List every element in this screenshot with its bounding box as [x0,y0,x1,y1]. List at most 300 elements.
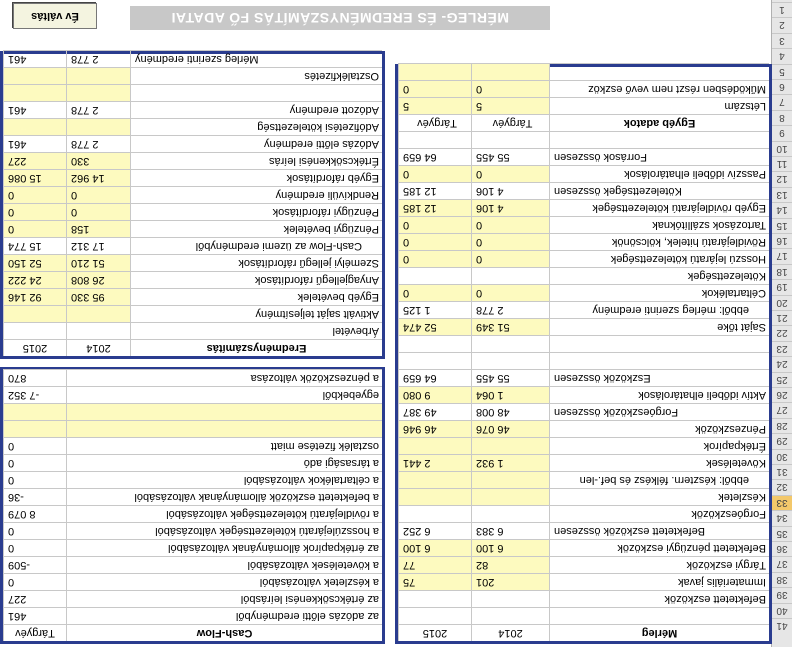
row-label [549,608,769,624]
row-number[interactable]: 28 [772,418,792,433]
value-cell-2015[interactable] [3,119,66,135]
table-row [398,403,769,420]
row-label: a befektetett eszközök állományának változásából [66,489,382,505]
value-cell-2014[interactable] [471,132,549,148]
value-cell-2014[interactable] [66,85,130,101]
table-row [398,607,769,624]
value-cell-2015[interactable] [3,306,66,322]
header-cell: Tárgyév [3,625,66,641]
row-label: a rövidlejáratú kötelezettségek változásából [66,506,382,522]
table-row [3,220,382,237]
value-cell-2014[interactable]: 4 106 [471,183,549,199]
row-number[interactable]: 34 [772,510,792,525]
table-row [398,488,769,505]
row-label: Követelések [549,455,769,471]
row-number[interactable]: 18 [772,264,792,279]
value-cell-2014[interactable]: 0 [471,81,549,97]
value-cell-2014[interactable] [471,353,549,369]
row-label: Adózás előtti eredmény [130,136,382,152]
row-label: Egyéb bevételek [130,289,382,305]
row-label: Befektetett eszközök összesen [549,523,769,539]
row-label: Saját tőke [549,319,769,335]
table-row [398,63,769,80]
table-row [3,135,382,152]
table-row [398,471,769,488]
row-label: a készletek változásából [66,574,382,590]
row-number[interactable]: 35 [772,526,792,541]
row-number[interactable]: 5 [772,64,792,79]
table-row [3,607,382,624]
row-label: a társasági adó [66,455,382,471]
table-row [398,301,769,318]
value-cell-2014[interactable]: 0 [471,251,549,267]
row-number[interactable]: 12 [772,171,792,186]
value-cell-2015[interactable]: 64 659 [398,370,471,386]
value-cell-2014[interactable]: 82 [471,557,549,573]
row-label: Készletek [549,489,769,505]
value-cell-2015[interactable]: 0 [398,81,471,97]
value-cell-2015[interactable]: 15 086 [3,170,66,186]
table-row [398,335,769,352]
value-cell-2014[interactable] [471,472,549,488]
row-label: Passzív időbeli elhatárolások [549,166,769,182]
table-row [398,80,769,97]
value-cell-2015[interactable]: 0 [398,285,471,301]
row-label: a pénzeszközök változása [66,370,382,386]
table-row [398,539,769,556]
value-cell-2014[interactable] [66,323,130,339]
value-cell-2014[interactable]: 2 778 [66,102,130,118]
value-cell-2014[interactable]: 0 [66,187,130,203]
table-row [398,216,769,233]
value-cell-2015[interactable]: 461 [3,51,66,67]
value-cell-2014[interactable]: 48 008 [471,404,549,420]
value-cell-2014[interactable]: 1 932 [471,455,549,471]
value-cell-2015[interactable]: 15 774 [3,238,66,254]
table-row [3,573,382,590]
value-cell[interactable]: 0 [3,438,66,454]
row-label [549,353,769,369]
row-label: Pénzügyi ráfordítások [130,204,382,220]
value-cell-2014[interactable]: 0 [66,204,130,220]
value-cell-2014[interactable]: 158 [66,221,130,237]
table-header-row [3,339,382,356]
value-cell-2015[interactable] [398,64,471,80]
table-row [398,369,769,386]
value-cell-2015[interactable] [398,132,471,148]
value-cell-2014[interactable]: 1 064 [471,387,549,403]
table-row [398,131,769,148]
value-cell-2014[interactable] [471,336,549,352]
table-row [398,590,769,607]
value-cell[interactable]: 870 [3,370,66,386]
row-number[interactable]: 11 [772,156,792,171]
table-row [398,386,769,403]
value-cell-2015[interactable]: 0 [398,234,471,250]
value-cell-2015[interactable]: 12 185 [398,200,471,216]
row-number[interactable]: 15 [772,218,792,233]
value-cell[interactable]: 0 [3,540,66,556]
row-label: Anyagjellegű ráfordítások [130,272,382,288]
row-label [66,421,382,437]
table-row [398,505,769,522]
value-cell[interactable]: 0 [3,455,66,471]
row-label: Adózott eredmény [130,102,382,118]
row-label: osztalék fizetése miatt [66,438,382,454]
value-cell-2014[interactable]: 17 312 [66,238,130,254]
row-label: Tárgyi eszközök [549,557,769,573]
row-label: Hosszú lejáratú kötelezettségek [549,251,769,267]
income-statement-table [0,51,385,359]
value-cell-2015[interactable]: 92 146 [3,289,66,305]
value-cell-2014[interactable]: 2 778 [471,302,549,318]
header-cell: 2014 [471,625,549,641]
row-number[interactable]: 17 [772,248,792,263]
value-cell-2014[interactable]: 5 [471,98,549,114]
header-cell: Eredményszámítás [130,340,382,356]
row-label: Pénzügyi bevételek [130,221,382,237]
row-number[interactable]: 7 [772,94,792,109]
value-cell-2014[interactable]: 14 962 [66,170,130,186]
table-row [3,539,382,556]
value-cell[interactable]: 0 [3,523,66,539]
table-row [398,165,769,182]
value-cell-2015[interactable]: 461 [3,136,66,152]
row-label [549,64,769,80]
value-cell-2014[interactable]: 55 455 [471,149,549,165]
table-row [398,148,769,165]
value-cell-2014[interactable]: 6 383 [471,523,549,539]
table-row [3,101,382,118]
row-number[interactable]: 23 [772,341,792,356]
table-row [3,556,382,573]
header-cell: 2015 [398,625,471,641]
value-cell-2015[interactable]: 2 441 [398,455,471,471]
row-label [66,404,382,420]
row-number[interactable]: 27 [772,402,792,417]
table-row [398,199,769,216]
row-number[interactable]: 8 [772,110,792,125]
table-row [3,50,382,67]
value-cell[interactable]: -509 [3,557,66,573]
value-cell-2015[interactable]: 0 [3,187,66,203]
row-label [549,336,769,352]
row-number[interactable]: 24 [772,356,792,371]
row-number[interactable]: 10 [772,141,792,156]
value-cell-2015[interactable]: 75 [398,574,471,590]
value-cell-2015[interactable] [398,268,471,284]
table-row [3,322,382,339]
row-number[interactable]: 31 [772,464,792,479]
row-number[interactable]: 20 [772,295,792,310]
page-title: MÉRLEG- ÉS EREDMÉNYSZÁMÍTÁS FŐ ADATAI [130,6,550,30]
row-label [130,85,382,101]
row-label: Rendkívüli eredmény [130,187,382,203]
row-number[interactable]: 9 [772,125,792,140]
value-cell[interactable]: 8 079 [3,506,66,522]
balance-sheet-table [395,64,772,644]
table-row [398,114,769,131]
table-row [398,267,769,284]
value-cell-2015[interactable]: Tárgyév [398,115,471,131]
table-row [3,403,382,420]
value-cell-2015[interactable] [398,608,471,624]
value-cell-2015[interactable]: 461 [3,102,66,118]
value-cell-2015[interactable]: 0 [398,251,471,267]
value-cell-2014[interactable]: 55 455 [471,370,549,386]
table-row [398,284,769,301]
row-number[interactable]: 37 [772,556,792,571]
value-cell-2015[interactable]: 52 474 [398,319,471,335]
table-row [3,271,382,288]
row-label: Céltartalékok [549,285,769,301]
row-number[interactable]: 1 [772,2,792,17]
row-label: Személyi jellegű ráfordítások [130,255,382,271]
header-cell: 2014 [66,340,130,356]
table-header-row [3,624,382,641]
table-row [398,522,769,539]
table-header-row [398,624,769,641]
value-cell[interactable]: 0 [3,574,66,590]
value-cell-2015[interactable]: 0 [398,217,471,233]
table-row [398,437,769,454]
table-row [398,352,769,369]
row-number[interactable]: 40 [772,603,792,618]
header-cell: 2015 [3,340,66,356]
row-number[interactable]: 26 [772,387,792,402]
value-cell-2015[interactable]: 9 080 [398,387,471,403]
row-label: a hosszúlejáratú kötelezettségek változásából [66,523,382,539]
value-cell-2014[interactable]: 2 778 [66,136,130,152]
row-number[interactable]: 32 [772,479,792,494]
row-label: az adózás előtti eredményből [66,608,382,624]
row-label: ebből: mérleg szerinti eredmény [549,302,769,318]
value-cell[interactable]: -36 [3,489,66,505]
value-cell-2014[interactable] [471,608,549,624]
row-number[interactable]: 38 [772,572,792,587]
value-cell-2015[interactable]: 5 [398,98,471,114]
row-label: Források összesen [549,149,769,165]
row-number[interactable]: 16 [772,233,792,248]
row-label: Osztalékfizetés [130,68,382,84]
row-number[interactable]: 39 [772,587,792,602]
table-row [3,369,382,386]
row-label: az értékpapírok állományának változásából [66,540,382,556]
value-cell-2015[interactable] [398,353,471,369]
table-row [398,250,769,267]
value-cell-2014[interactable]: 95 330 [66,289,130,305]
header-cell: Mérleg [549,625,769,641]
row-label: Forgóeszközök [549,506,769,522]
table-row [3,237,382,254]
value-cell-2015[interactable] [398,489,471,505]
value-cell-2015[interactable] [398,591,471,607]
value-cell-2014[interactable]: 201 [471,574,549,590]
value-cell-2015[interactable]: 12 185 [398,183,471,199]
value-cell-2014[interactable] [66,119,130,135]
value-cell-2015[interactable]: 52 150 [3,255,66,271]
table-row [3,454,382,471]
value-cell-2015[interactable]: 46 946 [398,421,471,437]
row-label: Aktív időbeli elhatárolások [549,387,769,403]
table-row [3,590,382,607]
table-row [3,437,382,454]
row-number[interactable]: 29 [772,433,792,448]
row-number[interactable]: 30 [772,449,792,464]
value-cell-2014[interactable]: 46 076 [471,421,549,437]
table-row [3,488,382,505]
row-label: Befektetett eszközök [549,591,769,607]
value-cell-2014[interactable] [471,64,549,80]
row-label: Létszám [549,98,769,114]
row-number[interactable]: 36 [772,541,792,556]
table-row [398,454,769,471]
value-cell-2014[interactable] [471,489,549,505]
row-header-column [771,0,792,647]
row-label: Működésben részt nem vevő eszköz [549,81,769,97]
value-cell-2014[interactable]: 0 [471,166,549,182]
value-cell-2015[interactable]: 227 [3,153,66,169]
table-row [398,556,769,573]
table-row [3,305,382,322]
table-row [3,118,382,135]
row-label: Eszközök összesen [549,370,769,386]
value-cell-2015[interactable]: 49 387 [398,404,471,420]
row-label: a céltartalékok változásából [66,472,382,488]
row-number[interactable]: 13 [772,187,792,202]
value-cell[interactable] [3,421,66,437]
value-cell-2014[interactable]: 0 [471,234,549,250]
value-cell-2014[interactable]: 51 210 [66,255,130,271]
value-cell[interactable] [3,404,66,420]
row-number[interactable]: 4 [772,48,792,63]
value-cell-2014[interactable]: Tárgyév [471,115,549,131]
table-row [3,505,382,522]
header-cell: Cash-Flow [66,625,382,641]
value-cell-2015[interactable] [3,68,66,84]
value-cell-2014[interactable] [66,68,130,84]
table-row [3,254,382,271]
value-cell-2014[interactable]: 6 100 [471,540,549,556]
row-label: Értékpapírok [549,438,769,454]
value-cell-2015[interactable]: 6 252 [398,523,471,539]
table-row [398,182,769,199]
row-label: Cash-Flow az üzemi eredményből [130,238,382,254]
value-cell-2015[interactable]: 24 222 [3,272,66,288]
value-cell-2015[interactable] [3,323,66,339]
value-cell-2015[interactable]: 0 [3,221,66,237]
table-row [3,522,382,539]
value-cell[interactable]: 461 [3,608,66,624]
value-cell[interactable]: 227 [3,591,66,607]
row-label: Pénzeszközök [549,421,769,437]
table-row [398,233,769,250]
table-row [398,97,769,114]
table-row [3,152,382,169]
value-cell-2015[interactable]: 77 [398,557,471,573]
row-label: Értékcsökkenési leírás [130,153,382,169]
value-cell-2014[interactable] [471,591,549,607]
row-label: Mérleg szerinti eredmény [130,51,382,67]
value-cell-2014[interactable]: 51 349 [471,319,549,335]
value-cell-2014[interactable]: 26 808 [66,272,130,288]
row-number[interactable]: 41 [772,618,792,633]
row-number[interactable]: 19 [772,279,792,294]
value-cell-2014[interactable] [471,268,549,284]
row-label: Kötelezettségek [549,268,769,284]
row-label: Aktivált saját teljesítmény [130,306,382,322]
table-row [3,169,382,186]
value-cell-2015[interactable]: 1 125 [398,302,471,318]
table-row [3,386,382,403]
row-number[interactable]: 6 [772,79,792,94]
value-cell-2014[interactable]: 2 778 [66,51,130,67]
row-label: az értékcsökkenési leírásból [66,591,382,607]
row-label: Egyéb ráfordítások [130,170,382,186]
table-row [3,84,382,101]
value-cell-2015[interactable]: 0 [3,204,66,220]
value-cell-2015[interactable] [3,85,66,101]
table-row [3,288,382,305]
value-cell-2014[interactable] [471,506,549,522]
value-cell-2015[interactable]: 0 [398,166,471,182]
cash-flow-table [0,367,385,644]
row-label: a követelések változásából [66,557,382,573]
row-label: Egyéb rövidlejáratú kötelezettségek [549,200,769,216]
row-number[interactable]: 2 [772,17,792,32]
table-row [3,186,382,203]
table-row [398,420,769,437]
value-cell-2015[interactable] [398,438,471,454]
row-number[interactable]: 3 [772,33,792,48]
row-label: Árbevétel [130,323,382,339]
table-row [398,573,769,590]
row-label [549,132,769,148]
value-cell-2014[interactable]: 4 106 [471,200,549,216]
value-cell-2015[interactable]: 64 659 [398,149,471,165]
table-row [3,203,382,220]
value-cell-2014[interactable] [471,438,549,454]
row-number[interactable]: 14 [772,202,792,217]
value-cell-2014[interactable]: 0 [471,285,549,301]
value-cell-2014[interactable]: 330 [66,153,130,169]
year-switch-button[interactable]: Év váltás [13,3,97,29]
row-number[interactable]: 22 [772,325,792,340]
value-cell-2015[interactable] [398,336,471,352]
value-cell-2014[interactable]: 0 [471,217,549,233]
row-label: Tartozások szállítóknak [549,217,769,233]
value-cell-2015[interactable] [398,506,471,522]
value-cell-2015[interactable]: 6 100 [398,540,471,556]
row-number[interactable]: 33 [772,495,792,510]
row-number[interactable]: 25 [772,372,792,387]
value-cell[interactable]: 0 [3,472,66,488]
row-label: Kötelezettségek összesen [549,183,769,199]
row-label: Egyéb adatok [549,115,769,131]
table-row [3,420,382,437]
row-label: Befektetett pénzügyi eszközök [549,540,769,556]
value-cell-2015[interactable] [398,472,471,488]
table-row [398,318,769,335]
row-label: Immateriális javak [549,574,769,590]
row-number[interactable]: 21 [772,310,792,325]
row-label: Adófizetési kötelezettség [130,119,382,135]
table-row [3,471,382,488]
row-label: ebből: késztern. félkész és bef.-len [549,472,769,488]
value-cell[interactable]: -7 352 [3,387,66,403]
table-row [3,67,382,84]
value-cell-2014[interactable] [66,306,130,322]
